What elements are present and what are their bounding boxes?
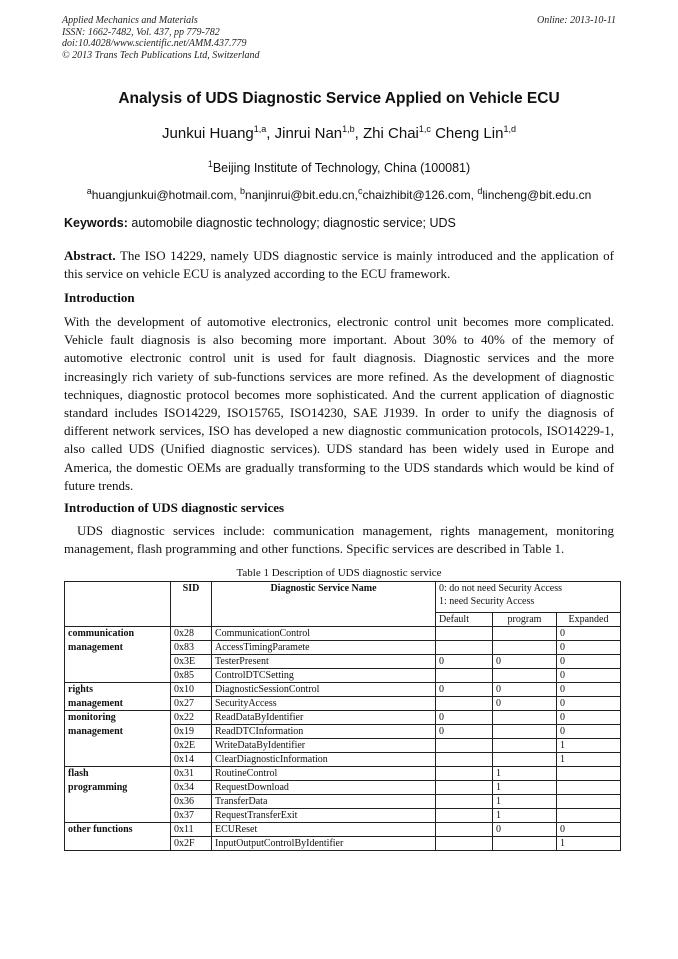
table-cell-expanded <box>557 781 621 795</box>
table-cell-sid: 0x11 <box>171 823 212 837</box>
author-name: Junkui Huang <box>162 125 254 142</box>
table-cell-expanded: 0 <box>557 711 621 725</box>
table-cell-default: 0 <box>436 725 493 739</box>
table-cell-sid: 0x37 <box>171 809 212 823</box>
table-header-program: program <box>493 613 557 627</box>
table-cell-expanded: 0 <box>557 697 621 711</box>
table-cell-program <box>493 711 557 725</box>
table-cell-default <box>436 669 493 683</box>
table-cell-sid: 0x2F <box>171 837 212 851</box>
journal-copyright: © 2013 Trans Tech Publications Ltd, Switzerland <box>62 49 260 61</box>
table-cell-program: 1 <box>493 781 557 795</box>
table-cell-service-name: WriteDataByIdentifier <box>212 739 436 753</box>
table-header-category <box>65 582 171 627</box>
table-cell-program: 0 <box>493 655 557 669</box>
email-list <box>0 186 678 202</box>
table-cell-service-name: ReadDataByIdentifier <box>212 711 436 725</box>
author-name: Cheng Lin <box>435 125 504 142</box>
affiliation <box>0 159 678 175</box>
table-row <box>65 669 621 683</box>
table-row <box>65 739 621 753</box>
table-row <box>65 683 621 697</box>
table-row <box>65 809 621 823</box>
journal-name: Applied Mechanics and Materials <box>62 15 198 26</box>
table-cell-expanded <box>557 767 621 781</box>
table-cell-service-name: ECUReset <box>212 823 436 837</box>
table-row <box>65 837 621 851</box>
table-row <box>65 641 621 655</box>
table-cell-program <box>493 641 557 655</box>
email-sup: d <box>477 186 483 196</box>
table-caption: Table 1 Description of UDS diagnostic service <box>236 567 442 579</box>
table-cell-service-name: ClearDiagnosticInformation <box>212 753 436 767</box>
table-row <box>65 725 621 739</box>
table-cell-program: 1 <box>493 767 557 781</box>
table-cell-category <box>65 739 171 753</box>
table-header-default: Default <box>436 613 493 627</box>
table-cell-sid: 0x28 <box>171 627 212 641</box>
keywords-label: Keywords: <box>64 216 128 230</box>
email-sup: b <box>240 186 246 196</box>
section-heading-uds: Introduction of UDS diagnostic services <box>64 500 285 515</box>
table-cell-program <box>493 837 557 851</box>
table-cell-category: other functions <box>65 823 171 837</box>
email-link[interactable]: lincheng@bit.edu.cn <box>482 188 592 202</box>
journal-issn: ISSN: 1662-7482, Vol. 437, pp 779-782 <box>62 26 220 38</box>
table-cell-default: 0 <box>436 711 493 725</box>
table-cell-category <box>65 837 171 851</box>
email-link[interactable]: nanjinrui@bit.edu.cn, <box>245 188 358 202</box>
uds-paragraph: UDS diagnostic services include: communication management, rights management, monitoring management, flash programming and other functions. Specific services are described in Table 1. <box>64 523 614 557</box>
table-cell-sid: 0x10 <box>171 683 212 697</box>
table-cell-sid: 0x14 <box>171 753 212 767</box>
table-cell-program <box>493 739 557 753</box>
section-heading-introduction: Introduction <box>64 290 135 305</box>
security-note-0: 0: do not need Security Access <box>439 583 563 594</box>
table-row <box>65 781 621 795</box>
table-cell-category: rights <box>65 683 171 697</box>
table-cell-sid: 0x2E <box>171 739 212 753</box>
table-cell-expanded: 1 <box>557 739 621 753</box>
table-cell-service-name: AccessTimingParamete <box>212 641 436 655</box>
table-cell-default <box>436 697 493 711</box>
table-cell-service-name: CommunicationControl <box>212 627 436 641</box>
table-cell-default <box>436 823 493 837</box>
table-cell-sid: 0x85 <box>171 669 212 683</box>
table-cell-expanded: 0 <box>557 641 621 655</box>
table-cell-program <box>493 627 557 641</box>
author-list <box>0 124 678 142</box>
table-cell-program: 0 <box>493 683 557 697</box>
table-cell-service-name: InputOutputControlByIdentifier <box>212 837 436 851</box>
table-cell-service-name: RequestDownload <box>212 781 436 795</box>
table-cell-default: 0 <box>436 655 493 669</box>
table-cell-default <box>436 837 493 851</box>
email-link[interactable]: huangjunkui@hotmail.com, <box>91 188 240 202</box>
table-cell-category: communication <box>65 627 171 641</box>
table-row <box>65 711 621 725</box>
journal-header <box>62 15 260 61</box>
table-cell-sid: 0x36 <box>171 795 212 809</box>
table-cell-service-name: ReadDTCInformation <box>212 725 436 739</box>
table-header-sid: SID <box>171 582 212 627</box>
table-row <box>65 655 621 669</box>
table-cell-category: programming <box>65 781 171 795</box>
table-cell-program <box>493 725 557 739</box>
table-cell-category: management <box>65 725 171 739</box>
table-cell-service-name: DiagnosticSessionControl <box>212 683 436 697</box>
table-cell-program: 0 <box>493 823 557 837</box>
table-row <box>65 767 621 781</box>
table-cell-sid: 0x83 <box>171 641 212 655</box>
table-cell-sid: 0x19 <box>171 725 212 739</box>
table-cell-default <box>436 627 493 641</box>
author-sup: 1,a <box>253 124 267 134</box>
table-cell-service-name: TesterPresent <box>212 655 436 669</box>
table-cell-category <box>65 669 171 683</box>
table-row <box>65 795 621 809</box>
table-cell-category <box>65 809 171 823</box>
table-cell-category <box>65 753 171 767</box>
table-cell-category <box>65 655 171 669</box>
table-row <box>65 823 621 837</box>
affiliation-sup: 1 <box>207 159 213 169</box>
table-cell-sid: 0x27 <box>171 697 212 711</box>
paper-title: Analysis of UDS Diagnostic Service Applied on Vehicle ECU <box>118 90 560 107</box>
table-cell-expanded: 0 <box>557 655 621 669</box>
table-row <box>65 627 621 641</box>
email-sup: c <box>357 186 363 196</box>
table-cell-category: flash <box>65 767 171 781</box>
table-cell-default <box>436 767 493 781</box>
table-cell-program <box>493 669 557 683</box>
table-cell-expanded: 0 <box>557 669 621 683</box>
table-cell-expanded: 1 <box>557 837 621 851</box>
abstract-text: The ISO 14229, namely UDS diagnostic service is mainly introduced and the application of this service on vehicle ECU is analyzed according to the ECU framework. <box>64 248 614 282</box>
table-cell-default <box>436 795 493 809</box>
table-cell-program: 1 <box>493 795 557 809</box>
table-cell-service-name: RoutineControl <box>212 767 436 781</box>
table-cell-category <box>65 795 171 809</box>
affiliation-text: Beijing Institute of Technology, China (100081) <box>212 161 471 176</box>
table-cell-default <box>436 641 493 655</box>
author-sup: 1,b <box>342 124 355 134</box>
email-link[interactable]: chaizhibit@126.com, <box>362 188 478 202</box>
table-cell-service-name: RequestTransferExit <box>212 809 436 823</box>
journal-doi: doi:10.4028/www.scientific.net/AMM.437.779 <box>62 38 247 49</box>
table-cell-program <box>493 753 557 767</box>
table-row <box>65 753 621 767</box>
table-cell-expanded: 0 <box>557 683 621 697</box>
table-cell-default <box>436 781 493 795</box>
table-cell-expanded <box>557 809 621 823</box>
email-sup: a <box>86 186 92 196</box>
table-cell-service-name: ControlDTCSetting <box>212 669 436 683</box>
table-cell-expanded: 0 <box>557 823 621 837</box>
keywords-text: automobile diagnostic technology; diagnostic service; UDS <box>127 216 456 230</box>
abstract-label: Abstract. <box>64 248 116 263</box>
table-cell-program: 0 <box>493 697 557 711</box>
author-sep: , <box>266 125 275 142</box>
author-sup: 1,c <box>418 124 431 134</box>
table-header-security-note <box>436 582 621 613</box>
author-sep: , <box>354 125 364 142</box>
table-cell-sid: 0x3E <box>171 655 212 669</box>
author-sup: 1,d <box>503 124 516 134</box>
table-cell-default <box>436 809 493 823</box>
table-cell-expanded: 1 <box>557 753 621 767</box>
table-cell-category: monitoring <box>65 711 171 725</box>
online-date: Online: 2013-10-11 <box>537 15 616 26</box>
table-cell-service-name: SecurityAccess <box>212 697 436 711</box>
table-row <box>65 697 621 711</box>
uds-service-table <box>64 581 621 851</box>
abstract <box>64 247 614 283</box>
introduction-paragraph: With the development of automotive electronics, electronic control unit becomes more complicated. Vehicle fault diagnosis is also becoming more important. About 30% to 40% of the memory of automotive electronic control unit is used for fault diagnosis. Diagnostic services and the more increasingly rich variety of sub-functions services are more refined. As the development of diagnostic techniques, diagnostic protocol becomes more sophisticated. And the current application of diagnostic standard includes ISO14229, ISO15765, ISO14230, SAE J1939. In order to unify the diagnosis of different network services, ISO has developed a new diagnostic communication protocols, ISO14229-1, also called UDS (Unified diagnostic services). UDS standard has been widely used in Europe and America, the domestic OEMs are gradually transforming to the UDS standards which would be kind of future trends. <box>64 314 614 493</box>
table-cell-expanded <box>557 795 621 809</box>
table-header-service-name: Diagnostic Service Name <box>212 582 436 627</box>
table-cell-sid: 0x31 <box>171 767 212 781</box>
table-cell-expanded: 0 <box>557 627 621 641</box>
table-cell-service-name: TransferData <box>212 795 436 809</box>
author-name: Zhi Chai <box>363 125 419 142</box>
table-cell-sid: 0x22 <box>171 711 212 725</box>
table-header-expanded: Expanded <box>557 613 621 627</box>
table-cell-default <box>436 753 493 767</box>
table-body <box>65 627 621 851</box>
table-cell-category: management <box>65 697 171 711</box>
table-cell-category: management <box>65 641 171 655</box>
table-cell-sid: 0x34 <box>171 781 212 795</box>
keywords <box>64 216 456 230</box>
security-note-1: 1: need Security Access <box>439 596 535 607</box>
table-cell-default <box>436 739 493 753</box>
table-cell-default: 0 <box>436 683 493 697</box>
author-name: Jinrui Nan <box>274 125 343 142</box>
table-cell-program: 1 <box>493 809 557 823</box>
table-cell-expanded: 0 <box>557 725 621 739</box>
